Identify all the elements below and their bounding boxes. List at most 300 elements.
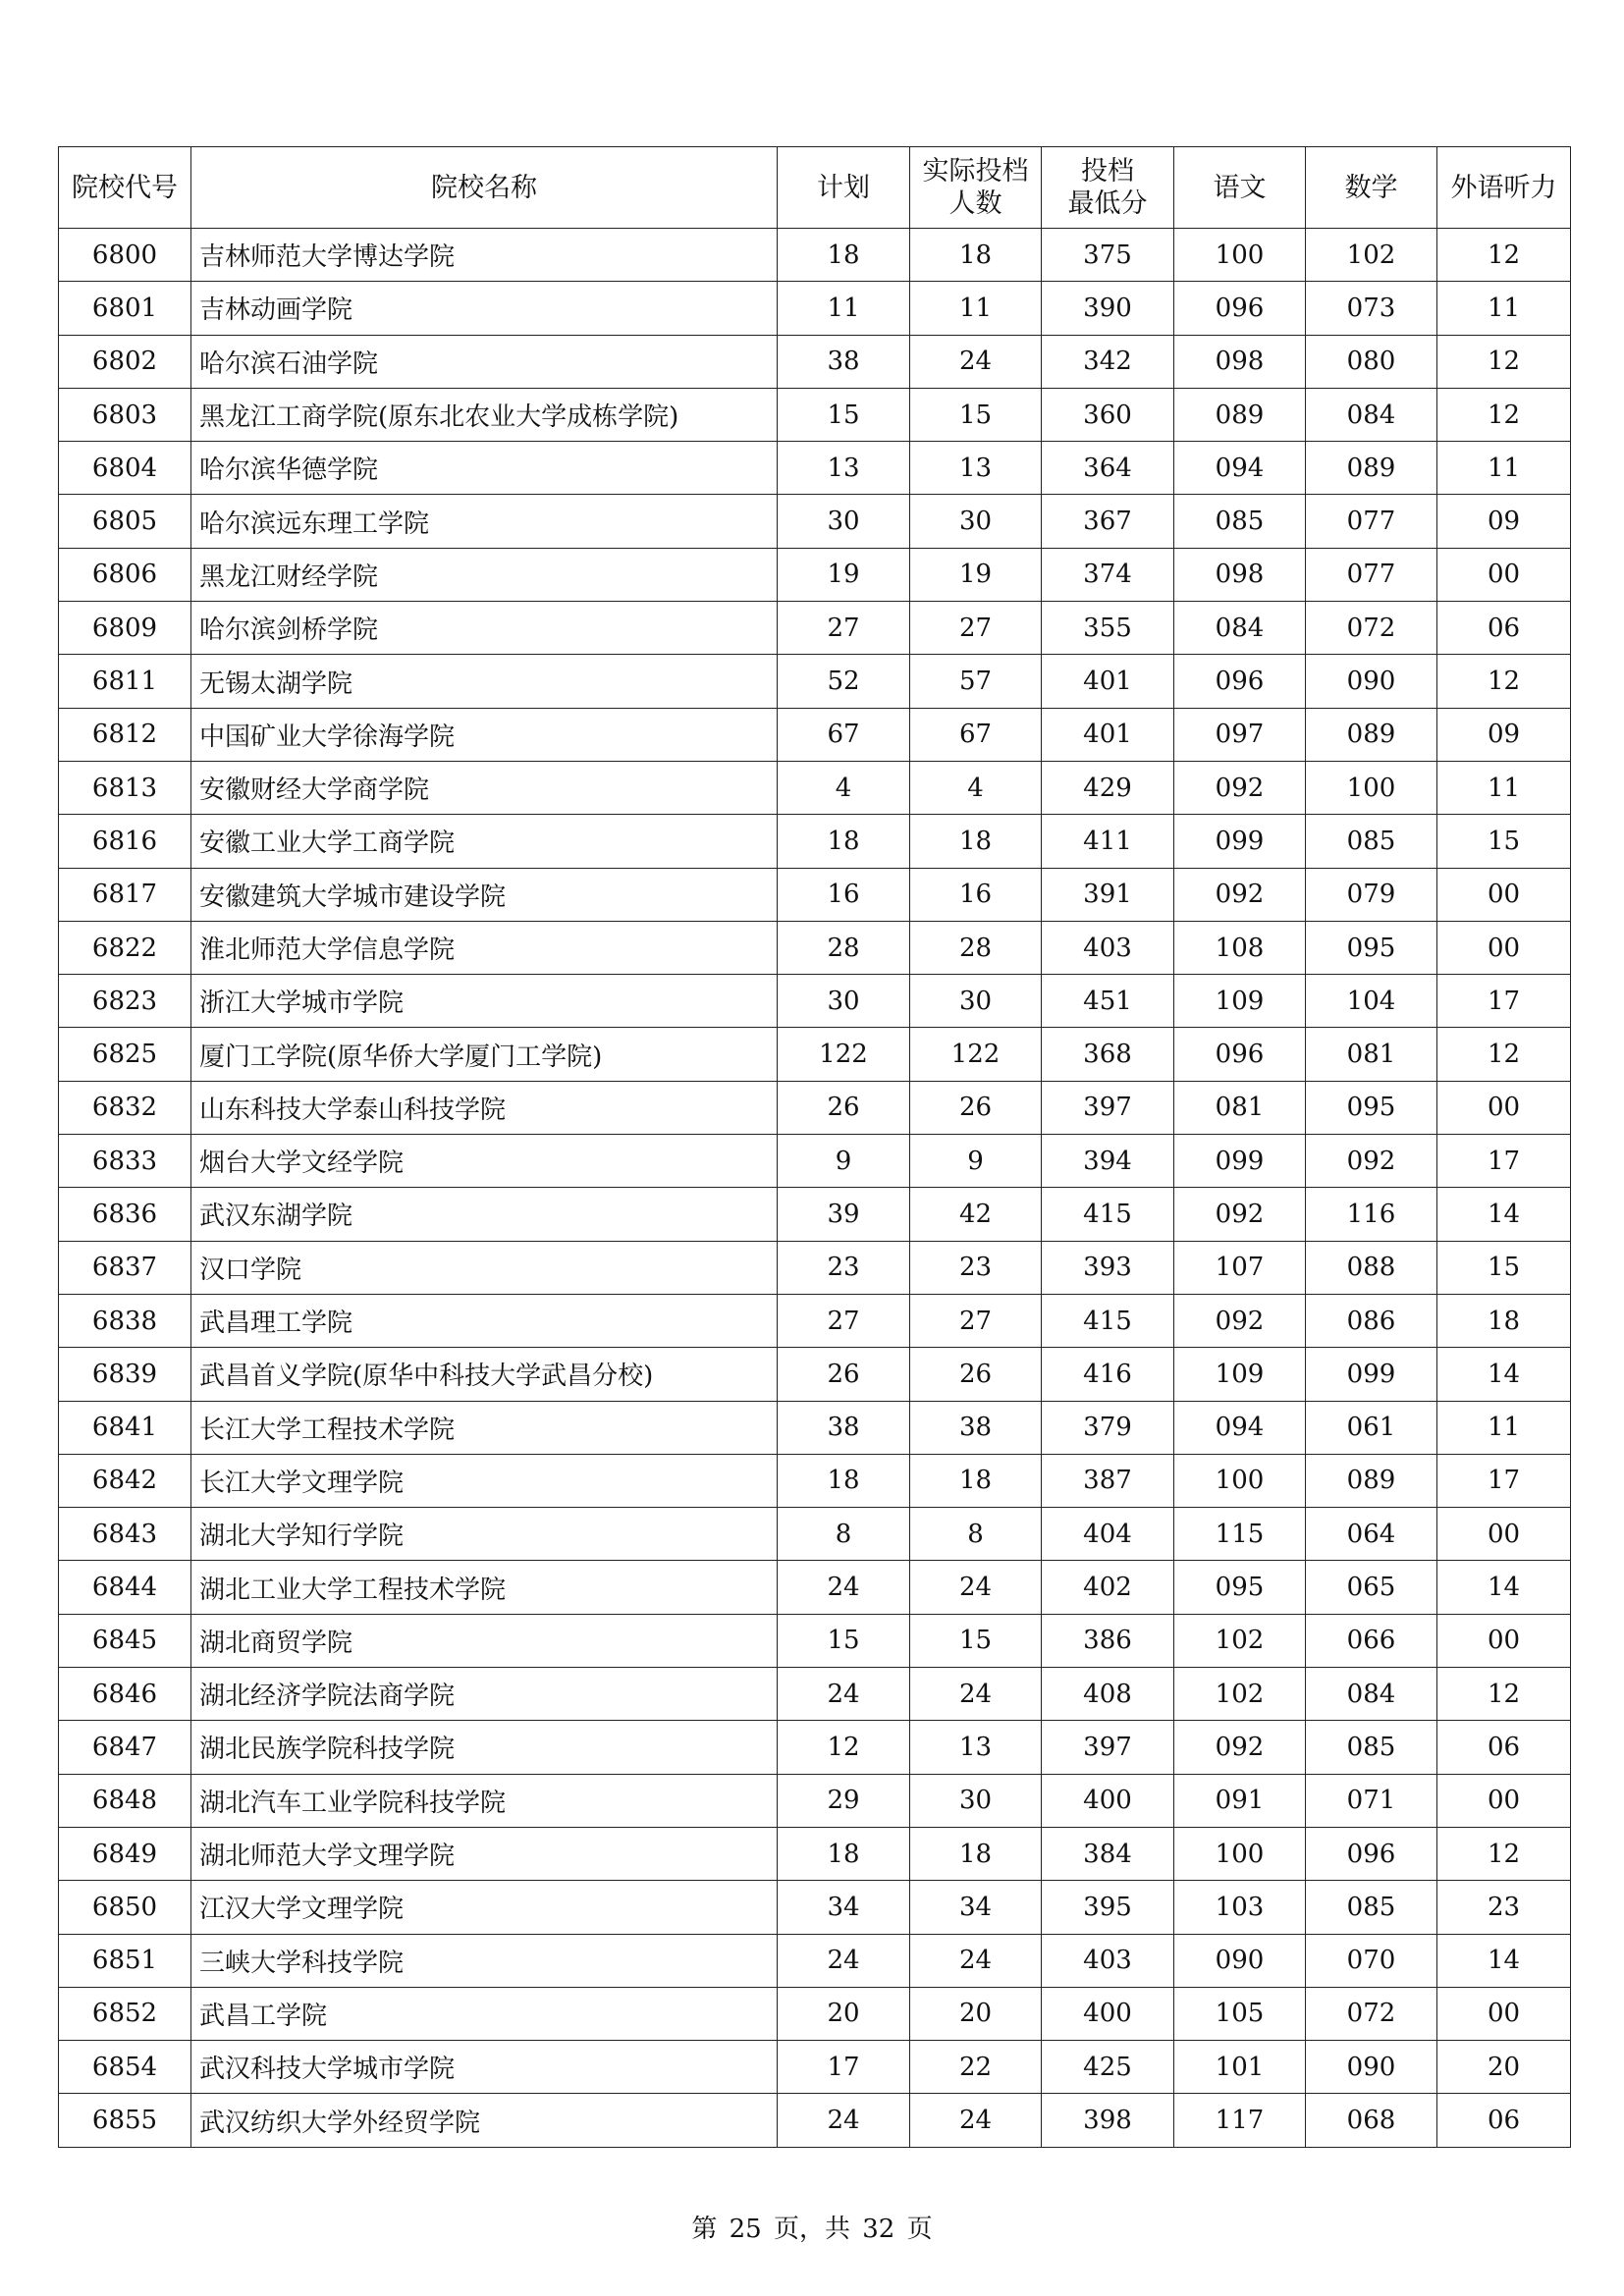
cell-min-score: 390 [1042,282,1174,335]
cell-math: 104 [1306,975,1437,1028]
cell-chinese: 096 [1174,1028,1306,1081]
cell-plan: 27 [778,1294,910,1347]
cell-code: 6850 [59,1881,191,1934]
cell-name: 武汉纺织大学外经贸学院 [191,2094,778,2147]
cell-listening: 15 [1437,1241,1571,1294]
table-row [59,1348,1571,1401]
cell-code: 6844 [59,1561,191,1614]
cell-math: 090 [1306,655,1437,708]
cell-plan: 18 [778,229,910,282]
admission-table [58,146,1571,2148]
cell-chinese: 102 [1174,1668,1306,1721]
cell-min-score: 387 [1042,1454,1174,1507]
cell-plan: 23 [778,1241,910,1294]
cell-chinese: 091 [1174,1774,1306,1827]
cell-code: 6800 [59,229,191,282]
footer-mid: 页，共 [773,2215,850,2244]
cell-min-score: 401 [1042,708,1174,761]
cell-min-score: 364 [1042,442,1174,495]
cell-actual: 24 [910,1934,1042,1987]
cell-plan: 29 [778,1774,910,1827]
table-row [59,1561,1571,1614]
table-row [59,1294,1571,1347]
table-row [59,282,1571,335]
cell-actual: 57 [910,655,1042,708]
cell-code: 6852 [59,1987,191,2040]
cell-min-score: 402 [1042,1561,1174,1614]
cell-chinese: 103 [1174,1881,1306,1934]
cell-plan: 26 [778,1348,910,1401]
table-row [59,708,1571,761]
cell-plan: 122 [778,1028,910,1081]
cell-name: 安徽建筑大学城市建设学院 [191,868,778,921]
cell-code: 6812 [59,708,191,761]
table-row [59,442,1571,495]
cell-listening: 17 [1437,1454,1571,1507]
cell-min-score: 355 [1042,602,1174,655]
footer-prefix: 第 [691,2215,718,2244]
cell-math: 085 [1306,815,1437,868]
cell-actual: 15 [910,1614,1042,1667]
cell-name: 长江大学文理学院 [191,1454,778,1507]
cell-name: 汉口学院 [191,1241,778,1294]
cell-listening: 12 [1437,655,1571,708]
cell-min-score: 411 [1042,815,1174,868]
cell-listening: 11 [1437,761,1571,814]
cell-actual: 42 [910,1188,1042,1241]
cell-name: 三峡大学科技学院 [191,1934,778,1987]
cell-actual: 22 [910,2041,1042,2094]
table-row [59,1934,1571,1987]
cell-code: 6847 [59,1721,191,1774]
cell-listening: 00 [1437,1614,1571,1667]
table-row [59,1881,1571,1934]
cell-min-score: 379 [1042,1401,1174,1454]
cell-min-score: 401 [1042,655,1174,708]
cell-name: 湖北汽车工业学院科技学院 [191,1774,778,1827]
cell-plan: 27 [778,602,910,655]
cell-math: 065 [1306,1561,1437,1614]
cell-code: 6805 [59,495,191,548]
table-row [59,2041,1571,2094]
cell-chinese: 096 [1174,655,1306,708]
cell-name: 中国矿业大学徐海学院 [191,708,778,761]
cell-math: 077 [1306,548,1437,601]
cell-name: 长江大学工程技术学院 [191,1401,778,1454]
table-row [59,1454,1571,1507]
header-math: 数学 [1306,147,1437,229]
header-code: 院校代号 [59,147,191,229]
table-header-row [59,147,1571,229]
cell-math: 085 [1306,1881,1437,1934]
header-min-score-line2: 最低分 [1067,188,1148,219]
table-row [59,815,1571,868]
cell-actual: 30 [910,1774,1042,1827]
cell-chinese: 092 [1174,1721,1306,1774]
cell-listening: 14 [1437,1188,1571,1241]
cell-name: 安徽工业大学工商学院 [191,815,778,868]
cell-min-score: 395 [1042,1881,1174,1934]
cell-listening: 12 [1437,1827,1571,1880]
cell-listening: 20 [1437,2041,1571,2094]
cell-min-score: 374 [1042,548,1174,601]
cell-math: 095 [1306,921,1437,974]
cell-min-score: 398 [1042,2094,1174,2147]
cell-actual: 9 [910,1135,1042,1188]
cell-code: 6804 [59,442,191,495]
cell-math: 084 [1306,1668,1437,1721]
cell-actual: 15 [910,388,1042,441]
cell-code: 6855 [59,2094,191,2147]
cell-listening: 17 [1437,975,1571,1028]
cell-min-score: 400 [1042,1987,1174,2040]
cell-code: 6842 [59,1454,191,1507]
cell-name: 湖北大学知行学院 [191,1508,778,1561]
cell-actual: 23 [910,1241,1042,1294]
cell-min-score: 397 [1042,1721,1174,1774]
cell-chinese: 102 [1174,1614,1306,1667]
cell-math: 085 [1306,1721,1437,1774]
cell-actual: 4 [910,761,1042,814]
cell-math: 080 [1306,335,1437,388]
cell-actual: 18 [910,815,1042,868]
cell-chinese: 092 [1174,1294,1306,1347]
cell-min-score: 403 [1042,1934,1174,1987]
cell-math: 089 [1306,442,1437,495]
cell-code: 6836 [59,1188,191,1241]
cell-code: 6849 [59,1827,191,1880]
cell-name: 烟台大学文经学院 [191,1135,778,1188]
cell-math: 079 [1306,868,1437,921]
cell-min-score: 384 [1042,1827,1174,1880]
footer-page-number: 25 [729,2215,762,2244]
cell-plan: 30 [778,495,910,548]
cell-min-score: 415 [1042,1188,1174,1241]
table-row [59,1987,1571,2040]
cell-actual: 26 [910,1081,1042,1134]
header-min-score [1042,147,1174,229]
cell-chinese: 096 [1174,282,1306,335]
cell-min-score: 393 [1042,1241,1174,1294]
cell-code: 6809 [59,602,191,655]
cell-name: 吉林师范大学博达学院 [191,229,778,282]
cell-chinese: 100 [1174,1454,1306,1507]
cell-listening: 14 [1437,1348,1571,1401]
table-row [59,2094,1571,2147]
cell-min-score: 397 [1042,1081,1174,1134]
cell-actual: 24 [910,335,1042,388]
cell-chinese: 105 [1174,1987,1306,2040]
cell-min-score: 375 [1042,229,1174,282]
cell-listening: 00 [1437,1987,1571,2040]
cell-code: 6813 [59,761,191,814]
cell-math: 095 [1306,1081,1437,1134]
cell-actual: 24 [910,1668,1042,1721]
cell-listening: 09 [1437,495,1571,548]
cell-plan: 12 [778,1721,910,1774]
cell-plan: 18 [778,815,910,868]
cell-min-score: 391 [1042,868,1174,921]
table-row [59,1668,1571,1721]
cell-plan: 38 [778,335,910,388]
cell-plan: 52 [778,655,910,708]
table-row [59,1188,1571,1241]
cell-plan: 24 [778,1668,910,1721]
table-row [59,921,1571,974]
cell-chinese: 094 [1174,442,1306,495]
cell-listening: 06 [1437,2094,1571,2147]
cell-code: 6802 [59,335,191,388]
cell-math: 086 [1306,1294,1437,1347]
table-row [59,229,1571,282]
cell-math: 099 [1306,1348,1437,1401]
cell-chinese: 101 [1174,2041,1306,2094]
table-body [59,229,1571,2148]
cell-name: 黑龙江财经学院 [191,548,778,601]
cell-listening: 00 [1437,1081,1571,1134]
cell-name: 安徽财经大学商学院 [191,761,778,814]
cell-chinese: 090 [1174,1934,1306,1987]
header-listening: 外语听力 [1437,147,1571,229]
cell-actual: 28 [910,921,1042,974]
cell-plan: 18 [778,1827,910,1880]
header-actual [910,147,1042,229]
table-row [59,655,1571,708]
footer-suffix: 页 [906,2215,933,2244]
cell-math: 064 [1306,1508,1437,1561]
cell-code: 6833 [59,1135,191,1188]
cell-listening: 09 [1437,708,1571,761]
cell-math: 116 [1306,1188,1437,1241]
cell-plan: 34 [778,1881,910,1934]
cell-actual: 122 [910,1028,1042,1081]
table-row [59,388,1571,441]
cell-chinese: 108 [1174,921,1306,974]
cell-code: 6839 [59,1348,191,1401]
cell-name: 湖北工业大学工程技术学院 [191,1561,778,1614]
cell-plan: 8 [778,1508,910,1561]
cell-chinese: 092 [1174,761,1306,814]
cell-chinese: 115 [1174,1508,1306,1561]
cell-actual: 38 [910,1401,1042,1454]
cell-code: 6816 [59,815,191,868]
cell-actual: 24 [910,1561,1042,1614]
cell-min-score: 368 [1042,1028,1174,1081]
cell-actual: 27 [910,1294,1042,1347]
cell-listening: 06 [1437,1721,1571,1774]
cell-min-score: 408 [1042,1668,1174,1721]
cell-min-score: 416 [1042,1348,1174,1401]
cell-actual: 30 [910,975,1042,1028]
cell-chinese: 098 [1174,548,1306,601]
cell-name: 湖北经济学院法商学院 [191,1668,778,1721]
header-name: 院校名称 [191,147,778,229]
cell-math: 090 [1306,2041,1437,2094]
cell-name: 湖北师范大学文理学院 [191,1827,778,1880]
cell-code: 6803 [59,388,191,441]
cell-plan: 4 [778,761,910,814]
table-row [59,335,1571,388]
cell-listening: 18 [1437,1294,1571,1347]
table-row [59,761,1571,814]
table-row [59,868,1571,921]
cell-min-score: 367 [1042,495,1174,548]
cell-plan: 17 [778,2041,910,2094]
cell-math: 068 [1306,2094,1437,2147]
footer-total-pages: 32 [862,2215,895,2244]
cell-name: 湖北商贸学院 [191,1614,778,1667]
cell-actual: 11 [910,282,1042,335]
cell-name: 黑龙江工商学院(原东北农业大学成栋学院) [191,388,778,441]
header-actual-line1: 实际投档 [922,156,1029,187]
header-plan: 计划 [778,147,910,229]
cell-name: 哈尔滨远东理工学院 [191,495,778,548]
cell-name: 哈尔滨石油学院 [191,335,778,388]
header-chinese: 语文 [1174,147,1306,229]
cell-math: 084 [1306,388,1437,441]
table-row [59,1401,1571,1454]
cell-chinese: 085 [1174,495,1306,548]
cell-listening: 11 [1437,282,1571,335]
cell-actual: 13 [910,1721,1042,1774]
cell-name: 武汉东湖学院 [191,1188,778,1241]
cell-listening: 12 [1437,388,1571,441]
cell-code: 6851 [59,1934,191,1987]
cell-name: 浙江大学城市学院 [191,975,778,1028]
cell-name: 厦门工学院(原华侨大学厦门工学院) [191,1028,778,1081]
cell-actual: 67 [910,708,1042,761]
cell-chinese: 097 [1174,708,1306,761]
cell-plan: 13 [778,442,910,495]
cell-actual: 8 [910,1508,1042,1561]
cell-chinese: 100 [1174,1827,1306,1880]
cell-min-score: 360 [1042,388,1174,441]
cell-min-score: 429 [1042,761,1174,814]
cell-actual: 24 [910,2094,1042,2147]
table-row [59,1774,1571,1827]
cell-actual: 18 [910,1827,1042,1880]
cell-listening: 12 [1437,1028,1571,1081]
cell-min-score: 386 [1042,1614,1174,1667]
table-row [59,1508,1571,1561]
table-row [59,975,1571,1028]
cell-min-score: 400 [1042,1774,1174,1827]
cell-code: 6837 [59,1241,191,1294]
cell-code: 6843 [59,1508,191,1561]
cell-math: 088 [1306,1241,1437,1294]
cell-listening: 12 [1437,335,1571,388]
cell-actual: 18 [910,1454,1042,1507]
cell-listening: 06 [1437,602,1571,655]
table-row [59,548,1571,601]
table-row [59,1721,1571,1774]
cell-code: 6848 [59,1774,191,1827]
cell-code: 6841 [59,1401,191,1454]
cell-listening: 23 [1437,1881,1571,1934]
cell-chinese: 081 [1174,1081,1306,1134]
cell-min-score: 394 [1042,1135,1174,1188]
cell-listening: 00 [1437,921,1571,974]
cell-chinese: 100 [1174,229,1306,282]
cell-chinese: 117 [1174,2094,1306,2147]
cell-plan: 38 [778,1401,910,1454]
cell-listening: 11 [1437,1401,1571,1454]
cell-min-score: 342 [1042,335,1174,388]
cell-min-score: 425 [1042,2041,1174,2094]
cell-min-score: 451 [1042,975,1174,1028]
cell-actual: 26 [910,1348,1042,1401]
cell-plan: 24 [778,2094,910,2147]
cell-plan: 67 [778,708,910,761]
cell-min-score: 403 [1042,921,1174,974]
cell-chinese: 109 [1174,1348,1306,1401]
cell-math: 081 [1306,1028,1437,1081]
cell-chinese: 092 [1174,1188,1306,1241]
cell-actual: 30 [910,495,1042,548]
cell-name: 山东科技大学泰山科技学院 [191,1081,778,1134]
cell-code: 6832 [59,1081,191,1134]
cell-code: 6811 [59,655,191,708]
cell-listening: 00 [1437,1774,1571,1827]
cell-chinese: 099 [1174,815,1306,868]
header-actual-line2: 人数 [948,188,1002,219]
cell-math: 096 [1306,1827,1437,1880]
cell-plan: 9 [778,1135,910,1188]
cell-listening: 00 [1437,548,1571,601]
cell-code: 6846 [59,1668,191,1721]
cell-plan: 15 [778,388,910,441]
cell-chinese: 107 [1174,1241,1306,1294]
cell-actual: 34 [910,1881,1042,1934]
page-footer [0,2209,1624,2245]
cell-math: 089 [1306,708,1437,761]
cell-actual: 16 [910,868,1042,921]
header-min-score-line1: 投档 [1081,156,1134,187]
cell-math: 100 [1306,761,1437,814]
cell-name: 武昌理工学院 [191,1294,778,1347]
cell-plan: 28 [778,921,910,974]
cell-math: 077 [1306,495,1437,548]
cell-actual: 20 [910,1987,1042,2040]
cell-listening: 12 [1437,1668,1571,1721]
cell-code: 6817 [59,868,191,921]
cell-plan: 19 [778,548,910,601]
cell-code: 6823 [59,975,191,1028]
cell-math: 102 [1306,229,1437,282]
cell-chinese: 109 [1174,975,1306,1028]
cell-plan: 11 [778,282,910,335]
cell-math: 066 [1306,1614,1437,1667]
cell-listening: 11 [1437,442,1571,495]
cell-plan: 20 [778,1987,910,2040]
cell-code: 6822 [59,921,191,974]
cell-chinese: 098 [1174,335,1306,388]
cell-chinese: 089 [1174,388,1306,441]
cell-math: 073 [1306,282,1437,335]
cell-math: 072 [1306,602,1437,655]
cell-name: 武汉科技大学城市学院 [191,2041,778,2094]
cell-listening: 15 [1437,815,1571,868]
cell-name: 哈尔滨华德学院 [191,442,778,495]
cell-actual: 13 [910,442,1042,495]
cell-name: 武昌工学院 [191,1987,778,2040]
cell-name: 武昌首义学院(原华中科技大学武昌分校) [191,1348,778,1401]
table-row [59,1135,1571,1188]
cell-code: 6801 [59,282,191,335]
cell-listening: 00 [1437,1508,1571,1561]
cell-name: 无锡太湖学院 [191,655,778,708]
cell-name: 哈尔滨剑桥学院 [191,602,778,655]
